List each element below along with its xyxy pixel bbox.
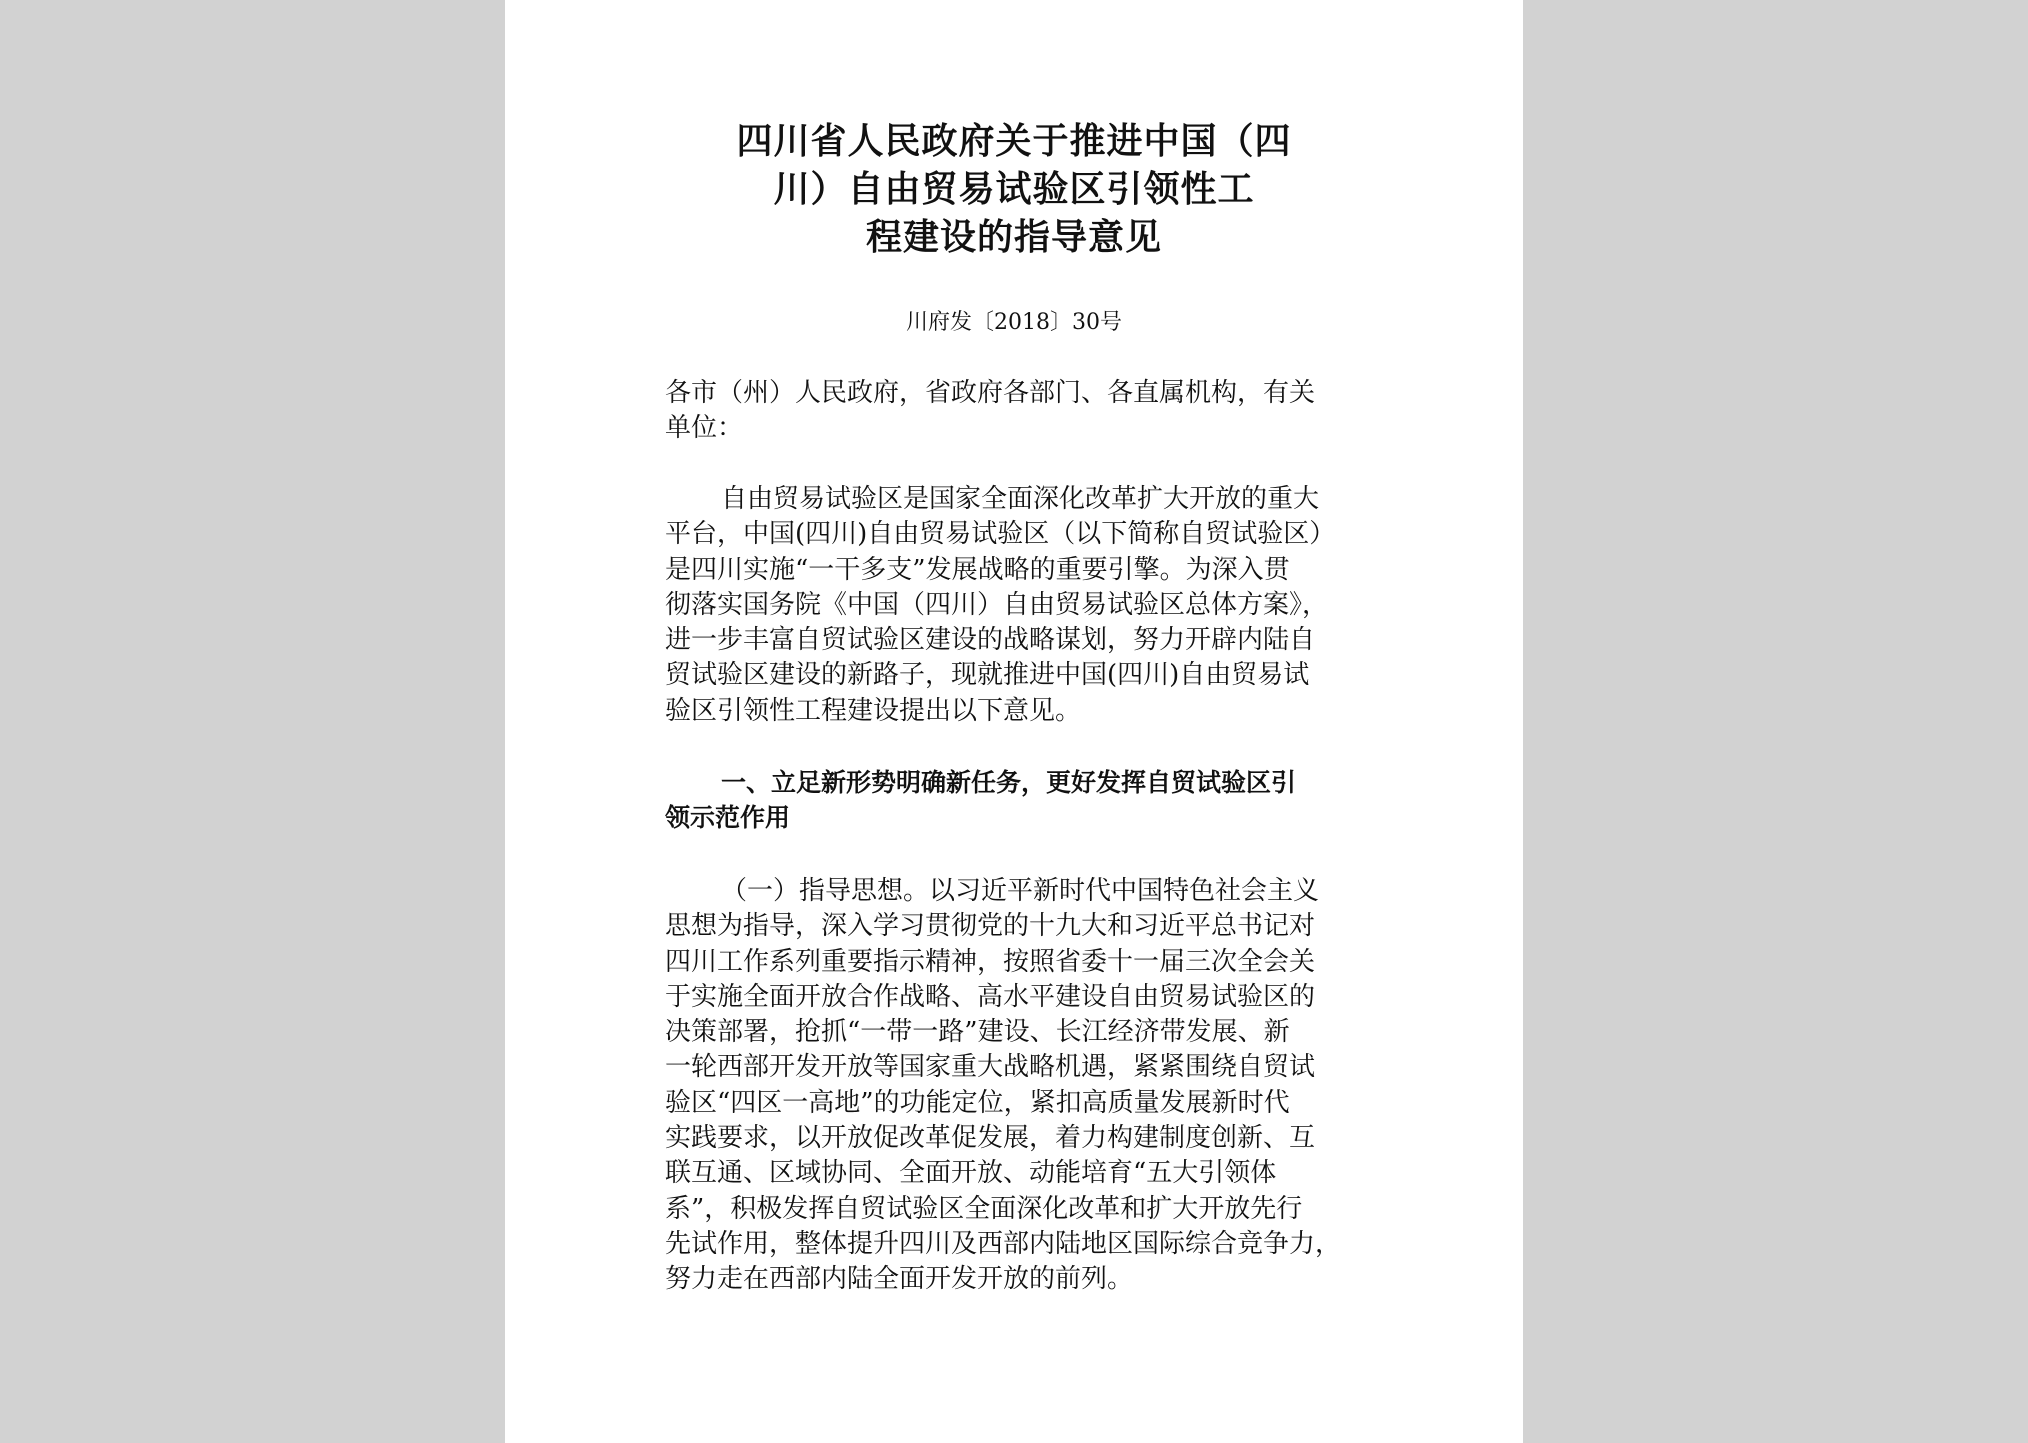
text-line: 于实施全面开放合作战略、高水平建设自由贸易试验区的	[665, 981, 1316, 1012]
text-line: （一）指导思想。以习近平新时代中国特色社会主义	[721, 876, 1320, 906]
recipient-paragraph	[665, 376, 1365, 447]
text-line: 平台，中国(四川)自由贸易试验区（以下简称自贸试验区）	[665, 519, 1336, 550]
text-line: 是四川实施“一干多支”发展战略的重要引擎。为深入贯	[665, 554, 1290, 585]
text-line: 一、立足新形势明确新任务，更好发挥自贸试验区引	[721, 768, 1297, 797]
intro-paragraph	[665, 482, 1365, 729]
text-line: 决策部署，抢抓“一带一路”建设、长江经济带发展、新	[665, 1017, 1290, 1048]
text-line: 验区“四区一高地”的功能定位，紧扣高质量发展新时代	[665, 1087, 1290, 1118]
text-line: 先试作用，整体提升四川及西部内陆地区国际综合竞争力，	[665, 1228, 1342, 1259]
text-line: 思想为指导，深入学习贯彻党的十九大和习近平总书记对	[665, 911, 1316, 942]
text-line: 自由贸易试验区是国家全面深化改革扩大开放的重大	[721, 484, 1320, 514]
title-line: 程建设的指导意见	[865, 217, 1162, 258]
text-line: 四川工作系列重要指示精神，按照省委十一届三次全会关	[665, 946, 1316, 977]
title-line: 四川省人民政府关于推进中国（四	[736, 121, 1292, 162]
document-page	[505, 0, 1523, 1443]
title-line: 川）自由贸易试验区引领性工	[773, 169, 1255, 210]
document-title	[655, 118, 1373, 262]
document-number: 川府发〔2018〕30号	[906, 310, 1122, 335]
text-line: 实践要求，以开放促改革促发展，着力构建制度创新、互	[665, 1123, 1316, 1154]
text-line: 贸试验区建设的新路子，现就推进中国(四川)自由贸易试	[665, 660, 1310, 691]
guiding-ideology-paragraph	[665, 874, 1365, 1298]
text-line: 系”，积极发挥自贸试验区全面深化改革和扩大开放先行	[665, 1193, 1303, 1224]
text-line: 进一步丰富自贸试验区建设的战略谋划，努力开辟内陆自	[665, 625, 1316, 656]
text-line: 彻落实国务院《中国（四川）自由贸易试验区总体方案》，	[665, 589, 1329, 620]
section-heading	[665, 765, 1365, 836]
text-line: 联互通、区域协同、全面开放、动能培育“五大引领体	[665, 1158, 1277, 1189]
text-line: 领示范作用	[665, 803, 791, 833]
text-line: 努力走在西部内陆全面开发开放的前列。	[665, 1264, 1134, 1295]
text-line: 验区引领性工程建设提出以下意见。	[665, 695, 1082, 726]
text-line: 单位：	[665, 413, 744, 444]
text-line: 一轮西部开发开放等国家重大战略机遇，紧紧围绕自贸试	[665, 1052, 1316, 1083]
text-line: 各市（州）人民政府，省政府各部门、各直属机构，有关	[665, 378, 1316, 408]
